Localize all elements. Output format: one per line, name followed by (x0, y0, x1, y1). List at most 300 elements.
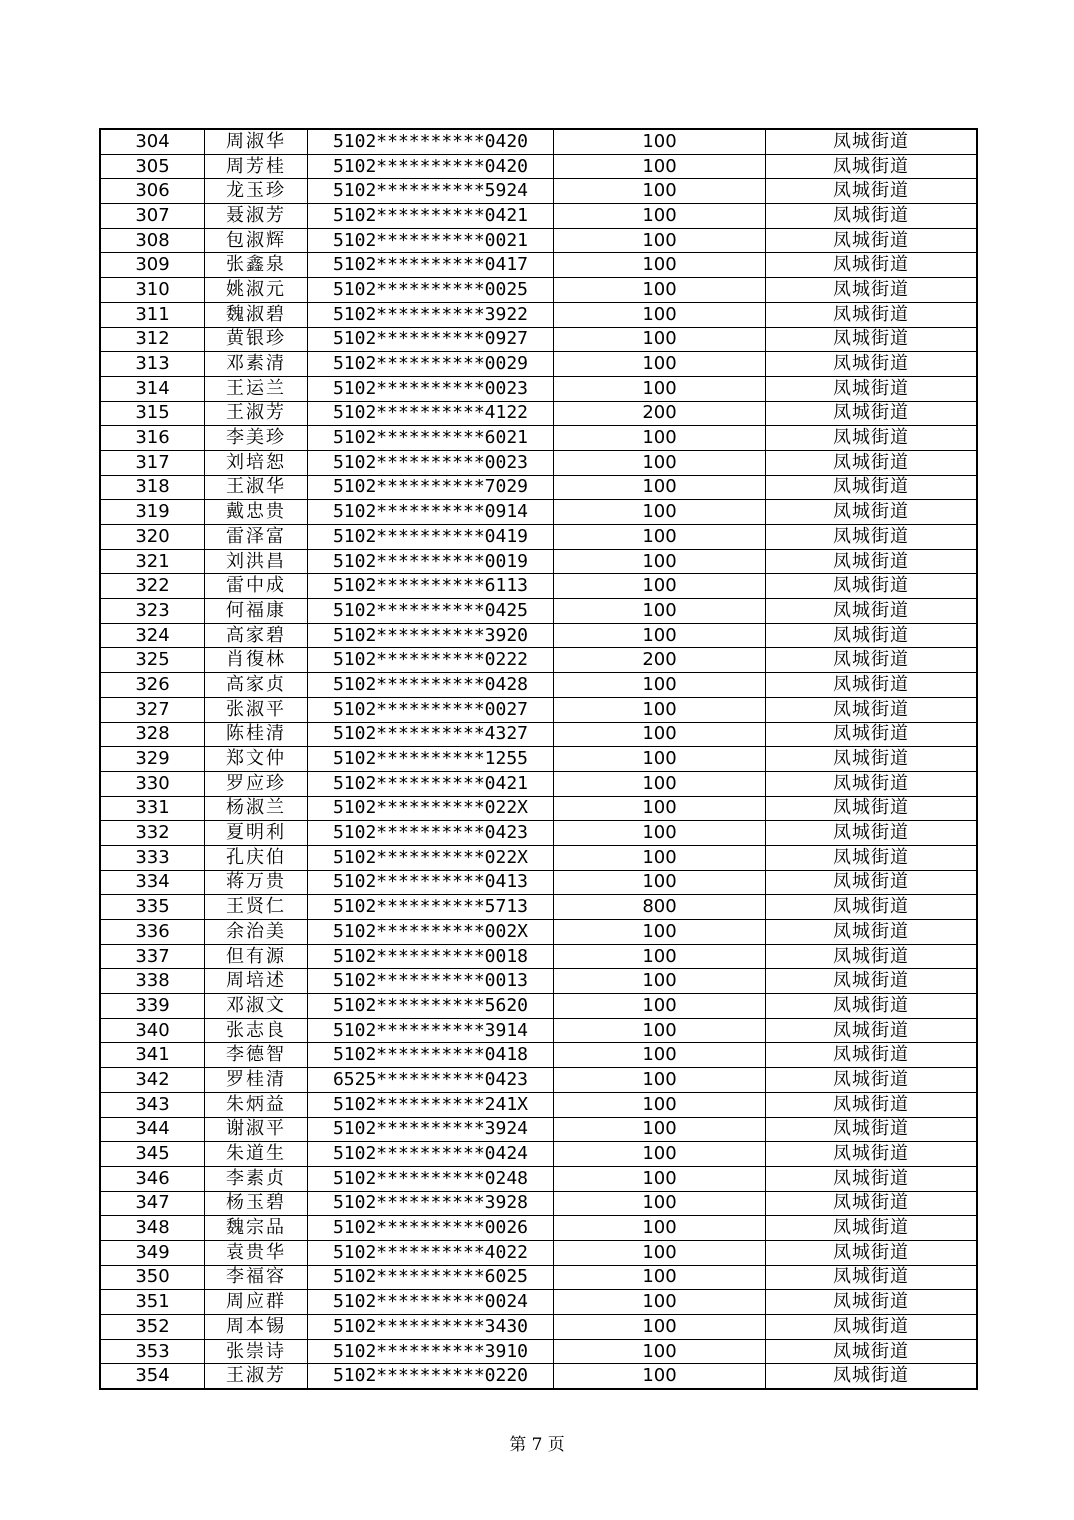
district-cell: 凤城街道 (766, 1216, 978, 1241)
name-cell: 蒋万贵 (205, 870, 308, 895)
amount-cell: 100 (554, 747, 766, 772)
name-cell: 高家贞 (205, 673, 308, 698)
amount-cell: 100 (554, 1043, 766, 1068)
district-cell: 凤城街道 (766, 401, 978, 426)
row-number-cell: 332 (100, 821, 205, 846)
row-number-cell: 323 (100, 599, 205, 624)
amount-cell: 100 (554, 1068, 766, 1093)
id-number-cell: 5102**********4327 (308, 722, 554, 747)
id-number-cell: 5102**********0428 (308, 673, 554, 698)
id-number-cell: 5102**********0421 (308, 204, 554, 229)
name-cell: 聂淑芳 (205, 204, 308, 229)
id-number-cell: 6525**********0423 (308, 1068, 554, 1093)
amount-cell: 100 (554, 1117, 766, 1142)
table-row (100, 1191, 977, 1216)
id-number-cell: 5102**********4122 (308, 401, 554, 426)
district-cell: 凤城街道 (766, 1142, 978, 1167)
amount-cell: 100 (554, 994, 766, 1019)
amount-cell: 100 (554, 1166, 766, 1191)
name-cell: 谢淑平 (205, 1117, 308, 1142)
row-number-cell: 348 (100, 1216, 205, 1241)
amount-cell: 100 (554, 1290, 766, 1315)
district-cell: 凤城街道 (766, 500, 978, 525)
table-row (100, 1068, 977, 1093)
id-number-cell: 5102**********0025 (308, 278, 554, 303)
id-number-cell: 5102**********3910 (308, 1339, 554, 1364)
table-row (100, 920, 977, 945)
district-cell: 凤城街道 (766, 599, 978, 624)
name-cell: 包淑辉 (205, 228, 308, 253)
row-number-cell: 324 (100, 623, 205, 648)
district-cell: 凤城街道 (766, 253, 978, 278)
amount-cell: 100 (554, 969, 766, 994)
table-row (100, 204, 977, 229)
name-cell: 张淑平 (205, 697, 308, 722)
row-number-cell: 335 (100, 895, 205, 920)
district-cell: 凤城街道 (766, 697, 978, 722)
id-number-cell: 5102**********022X (308, 796, 554, 821)
amount-cell: 100 (554, 821, 766, 846)
district-cell: 凤城街道 (766, 1166, 978, 1191)
id-number-cell: 5102**********241X (308, 1092, 554, 1117)
id-number-cell: 5102**********0420 (308, 154, 554, 179)
id-number-cell: 5102**********6021 (308, 426, 554, 451)
id-number-cell: 5102**********3920 (308, 623, 554, 648)
id-number-cell: 5102**********0024 (308, 1290, 554, 1315)
name-cell: 王淑芳 (205, 401, 308, 426)
id-number-cell: 5102**********0421 (308, 771, 554, 796)
row-number-cell: 315 (100, 401, 205, 426)
name-cell: 龙玉珍 (205, 179, 308, 204)
amount-cell: 100 (554, 1092, 766, 1117)
amount-cell: 100 (554, 1339, 766, 1364)
amount-cell: 100 (554, 574, 766, 599)
amount-cell: 100 (554, 1142, 766, 1167)
table-row (100, 623, 977, 648)
id-number-cell: 5102**********0927 (308, 327, 554, 352)
district-cell: 凤城街道 (766, 204, 978, 229)
id-number-cell: 5102**********0424 (308, 1142, 554, 1167)
id-number-cell: 5102**********5620 (308, 994, 554, 1019)
amount-cell: 100 (554, 327, 766, 352)
row-number-cell: 317 (100, 450, 205, 475)
name-cell: 邓素清 (205, 352, 308, 377)
amount-cell: 100 (554, 673, 766, 698)
id-number-cell: 5102**********4022 (308, 1240, 554, 1265)
amount-cell: 100 (554, 1216, 766, 1241)
name-cell: 袁贵华 (205, 1240, 308, 1265)
amount-cell: 100 (554, 253, 766, 278)
table-row (100, 1043, 977, 1068)
row-number-cell: 341 (100, 1043, 205, 1068)
name-cell: 肖復林 (205, 648, 308, 673)
table-row (100, 1339, 977, 1364)
name-cell: 郑文仲 (205, 747, 308, 772)
table-row (100, 944, 977, 969)
name-cell: 刘培恕 (205, 450, 308, 475)
row-number-cell: 326 (100, 673, 205, 698)
district-cell: 凤城街道 (766, 1240, 978, 1265)
row-number-cell: 319 (100, 500, 205, 525)
name-cell: 张鑫泉 (205, 253, 308, 278)
district-cell: 凤城街道 (766, 1265, 978, 1290)
id-number-cell: 5102**********1255 (308, 747, 554, 772)
district-cell: 凤城街道 (766, 327, 978, 352)
amount-cell: 100 (554, 1315, 766, 1340)
district-cell: 凤城街道 (766, 1117, 978, 1142)
table-row (100, 401, 977, 426)
name-cell: 周培述 (205, 969, 308, 994)
id-number-cell: 5102**********0418 (308, 1043, 554, 1068)
amount-cell: 100 (554, 525, 766, 550)
district-cell: 凤城街道 (766, 302, 978, 327)
name-cell: 王淑芳 (205, 1364, 308, 1389)
amount-cell: 100 (554, 426, 766, 451)
id-number-cell: 5102**********022X (308, 845, 554, 870)
name-cell: 黄银珍 (205, 327, 308, 352)
row-number-cell: 305 (100, 154, 205, 179)
amount-cell: 100 (554, 920, 766, 945)
amount-cell: 100 (554, 697, 766, 722)
name-cell: 姚淑元 (205, 278, 308, 303)
amount-cell: 100 (554, 870, 766, 895)
amount-cell: 100 (554, 500, 766, 525)
name-cell: 戴忠贵 (205, 500, 308, 525)
row-number-cell: 309 (100, 253, 205, 278)
name-cell: 陈桂清 (205, 722, 308, 747)
row-number-cell: 304 (100, 129, 205, 154)
district-cell: 凤城街道 (766, 969, 978, 994)
id-number-cell: 5102**********3924 (308, 1117, 554, 1142)
amount-cell: 100 (554, 302, 766, 327)
id-number-cell: 5102**********6113 (308, 574, 554, 599)
id-number-cell: 5102**********0029 (308, 352, 554, 377)
district-cell: 凤城街道 (766, 1315, 978, 1340)
row-number-cell: 354 (100, 1364, 205, 1389)
name-cell: 罗桂清 (205, 1068, 308, 1093)
district-cell: 凤城街道 (766, 475, 978, 500)
table-row (100, 673, 977, 698)
row-number-cell: 340 (100, 1018, 205, 1043)
table-row (100, 1018, 977, 1043)
district-cell: 凤城街道 (766, 623, 978, 648)
name-cell: 邓淑文 (205, 994, 308, 1019)
row-number-cell: 334 (100, 870, 205, 895)
row-number-cell: 352 (100, 1315, 205, 1340)
id-number-cell: 5102**********0419 (308, 525, 554, 550)
id-number-cell: 5102**********3430 (308, 1315, 554, 1340)
table-row (100, 1166, 977, 1191)
id-number-cell: 5102**********0023 (308, 450, 554, 475)
district-cell: 凤城街道 (766, 1290, 978, 1315)
row-number-cell: 343 (100, 1092, 205, 1117)
name-cell: 魏宗品 (205, 1216, 308, 1241)
row-number-cell: 318 (100, 475, 205, 500)
table-row (100, 154, 977, 179)
id-number-cell: 5102**********0019 (308, 549, 554, 574)
amount-cell: 100 (554, 1191, 766, 1216)
table-row (100, 1315, 977, 1340)
name-cell: 刘洪昌 (205, 549, 308, 574)
table-row (100, 278, 977, 303)
name-cell: 李素贞 (205, 1166, 308, 1191)
table-row (100, 1092, 977, 1117)
amount-cell: 100 (554, 204, 766, 229)
table-row (100, 302, 977, 327)
district-cell: 凤城街道 (766, 870, 978, 895)
name-cell: 李美珍 (205, 426, 308, 451)
table-row (100, 352, 977, 377)
district-cell: 凤城街道 (766, 1068, 978, 1093)
name-cell: 杨玉碧 (205, 1191, 308, 1216)
id-number-cell: 5102**********5924 (308, 179, 554, 204)
amount-cell: 100 (554, 771, 766, 796)
amount-cell: 100 (554, 1265, 766, 1290)
table-row (100, 228, 977, 253)
name-cell: 朱道生 (205, 1142, 308, 1167)
table-row (100, 1265, 977, 1290)
recipient-table (99, 128, 978, 1390)
table-row (100, 1290, 977, 1315)
row-number-cell: 342 (100, 1068, 205, 1093)
district-cell: 凤城街道 (766, 895, 978, 920)
name-cell: 余治美 (205, 920, 308, 945)
district-cell: 凤城街道 (766, 1092, 978, 1117)
row-number-cell: 350 (100, 1265, 205, 1290)
id-number-cell: 5102**********0027 (308, 697, 554, 722)
name-cell: 朱炳益 (205, 1092, 308, 1117)
district-cell: 凤城街道 (766, 352, 978, 377)
row-number-cell: 313 (100, 352, 205, 377)
amount-cell: 100 (554, 1240, 766, 1265)
id-number-cell: 5102**********0914 (308, 500, 554, 525)
row-number-cell: 328 (100, 722, 205, 747)
district-cell: 凤城街道 (766, 722, 978, 747)
name-cell: 罗应珍 (205, 771, 308, 796)
row-number-cell: 312 (100, 327, 205, 352)
table-row (100, 1240, 977, 1265)
amount-cell: 100 (554, 154, 766, 179)
row-number-cell: 314 (100, 376, 205, 401)
amount-cell: 100 (554, 944, 766, 969)
table-row (100, 994, 977, 1019)
name-cell: 雷中成 (205, 574, 308, 599)
amount-cell: 100 (554, 376, 766, 401)
amount-cell: 100 (554, 1364, 766, 1389)
amount-cell: 800 (554, 895, 766, 920)
name-cell: 周本锡 (205, 1315, 308, 1340)
amount-cell: 200 (554, 648, 766, 673)
amount-cell: 100 (554, 228, 766, 253)
district-cell: 凤城街道 (766, 376, 978, 401)
row-number-cell: 310 (100, 278, 205, 303)
page-number: 第 7 页 (509, 1435, 565, 1455)
name-cell: 李德智 (205, 1043, 308, 1068)
table-row (100, 771, 977, 796)
id-number-cell: 5102**********0417 (308, 253, 554, 278)
row-number-cell: 353 (100, 1339, 205, 1364)
id-number-cell: 5102**********0220 (308, 1364, 554, 1389)
name-cell: 张志良 (205, 1018, 308, 1043)
table-row (100, 253, 977, 278)
district-cell: 凤城街道 (766, 549, 978, 574)
district-cell: 凤城街道 (766, 771, 978, 796)
table-row (100, 845, 977, 870)
row-number-cell: 330 (100, 771, 205, 796)
table-row (100, 599, 977, 624)
table-row (100, 895, 977, 920)
table-row (100, 549, 977, 574)
district-cell: 凤城街道 (766, 673, 978, 698)
district-cell: 凤城街道 (766, 154, 978, 179)
id-number-cell: 5102**********0420 (308, 129, 554, 154)
table-row (100, 1117, 977, 1142)
id-number-cell: 5102**********5713 (308, 895, 554, 920)
table-row (100, 500, 977, 525)
table-row (100, 870, 977, 895)
amount-cell: 100 (554, 845, 766, 870)
id-number-cell: 5102**********7029 (308, 475, 554, 500)
district-cell: 凤城街道 (766, 525, 978, 550)
name-cell: 但有源 (205, 944, 308, 969)
table-row (100, 648, 977, 673)
row-number-cell: 322 (100, 574, 205, 599)
table-row (100, 697, 977, 722)
table-row (100, 574, 977, 599)
district-cell: 凤城街道 (766, 1339, 978, 1364)
amount-cell: 100 (554, 722, 766, 747)
amount-cell: 100 (554, 278, 766, 303)
district-cell: 凤城街道 (766, 278, 978, 303)
row-number-cell: 306 (100, 179, 205, 204)
row-number-cell: 307 (100, 204, 205, 229)
district-cell: 凤城街道 (766, 1364, 978, 1389)
district-cell: 凤城街道 (766, 944, 978, 969)
district-cell: 凤城街道 (766, 796, 978, 821)
name-cell: 魏淑碧 (205, 302, 308, 327)
table-row (100, 821, 977, 846)
id-number-cell: 5102**********0021 (308, 228, 554, 253)
id-number-cell: 5102**********3914 (308, 1018, 554, 1043)
table-row (100, 129, 977, 154)
amount-cell: 100 (554, 450, 766, 475)
id-number-cell: 5102**********3928 (308, 1191, 554, 1216)
district-cell: 凤城街道 (766, 1018, 978, 1043)
row-number-cell: 320 (100, 525, 205, 550)
id-number-cell: 5102**********0023 (308, 376, 554, 401)
row-number-cell: 327 (100, 697, 205, 722)
district-cell: 凤城街道 (766, 574, 978, 599)
id-number-cell: 5102**********0013 (308, 969, 554, 994)
table-row (100, 179, 977, 204)
table-row (100, 1216, 977, 1241)
name-cell: 李福容 (205, 1265, 308, 1290)
row-number-cell: 329 (100, 747, 205, 772)
id-number-cell: 5102**********0423 (308, 821, 554, 846)
id-number-cell: 5102**********0222 (308, 648, 554, 673)
table-row (100, 969, 977, 994)
table-body (100, 129, 977, 1389)
row-number-cell: 325 (100, 648, 205, 673)
district-cell: 凤城街道 (766, 450, 978, 475)
id-number-cell: 5102**********0425 (308, 599, 554, 624)
name-cell: 王贤仁 (205, 895, 308, 920)
name-cell: 高家碧 (205, 623, 308, 648)
table-row (100, 1142, 977, 1167)
table-row (100, 475, 977, 500)
id-number-cell: 5102**********6025 (308, 1265, 554, 1290)
amount-cell: 100 (554, 179, 766, 204)
district-cell: 凤城街道 (766, 179, 978, 204)
amount-cell: 100 (554, 796, 766, 821)
row-number-cell: 333 (100, 845, 205, 870)
row-number-cell: 331 (100, 796, 205, 821)
table-row (100, 747, 977, 772)
district-cell: 凤城街道 (766, 1043, 978, 1068)
name-cell: 夏明利 (205, 821, 308, 846)
name-cell: 王淑华 (205, 475, 308, 500)
table-row (100, 426, 977, 451)
name-cell: 周应群 (205, 1290, 308, 1315)
table-row (100, 722, 977, 747)
amount-cell: 100 (554, 352, 766, 377)
district-cell: 凤城街道 (766, 648, 978, 673)
name-cell: 周芳桂 (205, 154, 308, 179)
row-number-cell: 338 (100, 969, 205, 994)
table-row (100, 327, 977, 352)
district-cell: 凤城街道 (766, 821, 978, 846)
row-number-cell: 316 (100, 426, 205, 451)
district-cell: 凤城街道 (766, 994, 978, 1019)
table-row (100, 1364, 977, 1389)
name-cell: 张崇诗 (205, 1339, 308, 1364)
amount-cell: 100 (554, 1018, 766, 1043)
amount-cell: 100 (554, 599, 766, 624)
id-number-cell: 5102**********0413 (308, 870, 554, 895)
row-number-cell: 321 (100, 549, 205, 574)
district-cell: 凤城街道 (766, 228, 978, 253)
amount-cell: 100 (554, 129, 766, 154)
name-cell: 孔庆伯 (205, 845, 308, 870)
district-cell: 凤城街道 (766, 747, 978, 772)
amount-cell: 200 (554, 401, 766, 426)
row-number-cell: 336 (100, 920, 205, 945)
row-number-cell: 344 (100, 1117, 205, 1142)
amount-cell: 100 (554, 623, 766, 648)
name-cell: 周淑华 (205, 129, 308, 154)
name-cell: 何福康 (205, 599, 308, 624)
district-cell: 凤城街道 (766, 845, 978, 870)
name-cell: 王运兰 (205, 376, 308, 401)
district-cell: 凤城街道 (766, 920, 978, 945)
name-cell: 杨淑兰 (205, 796, 308, 821)
amount-cell: 100 (554, 549, 766, 574)
table-row (100, 796, 977, 821)
row-number-cell: 339 (100, 994, 205, 1019)
amount-cell: 100 (554, 475, 766, 500)
id-number-cell: 5102**********3922 (308, 302, 554, 327)
id-number-cell: 5102**********002X (308, 920, 554, 945)
id-number-cell: 5102**********0248 (308, 1166, 554, 1191)
row-number-cell: 347 (100, 1191, 205, 1216)
id-number-cell: 5102**********0018 (308, 944, 554, 969)
table-row (100, 376, 977, 401)
row-number-cell: 337 (100, 944, 205, 969)
district-cell: 凤城街道 (766, 1191, 978, 1216)
name-cell: 雷泽富 (205, 525, 308, 550)
row-number-cell: 311 (100, 302, 205, 327)
table-row (100, 450, 977, 475)
